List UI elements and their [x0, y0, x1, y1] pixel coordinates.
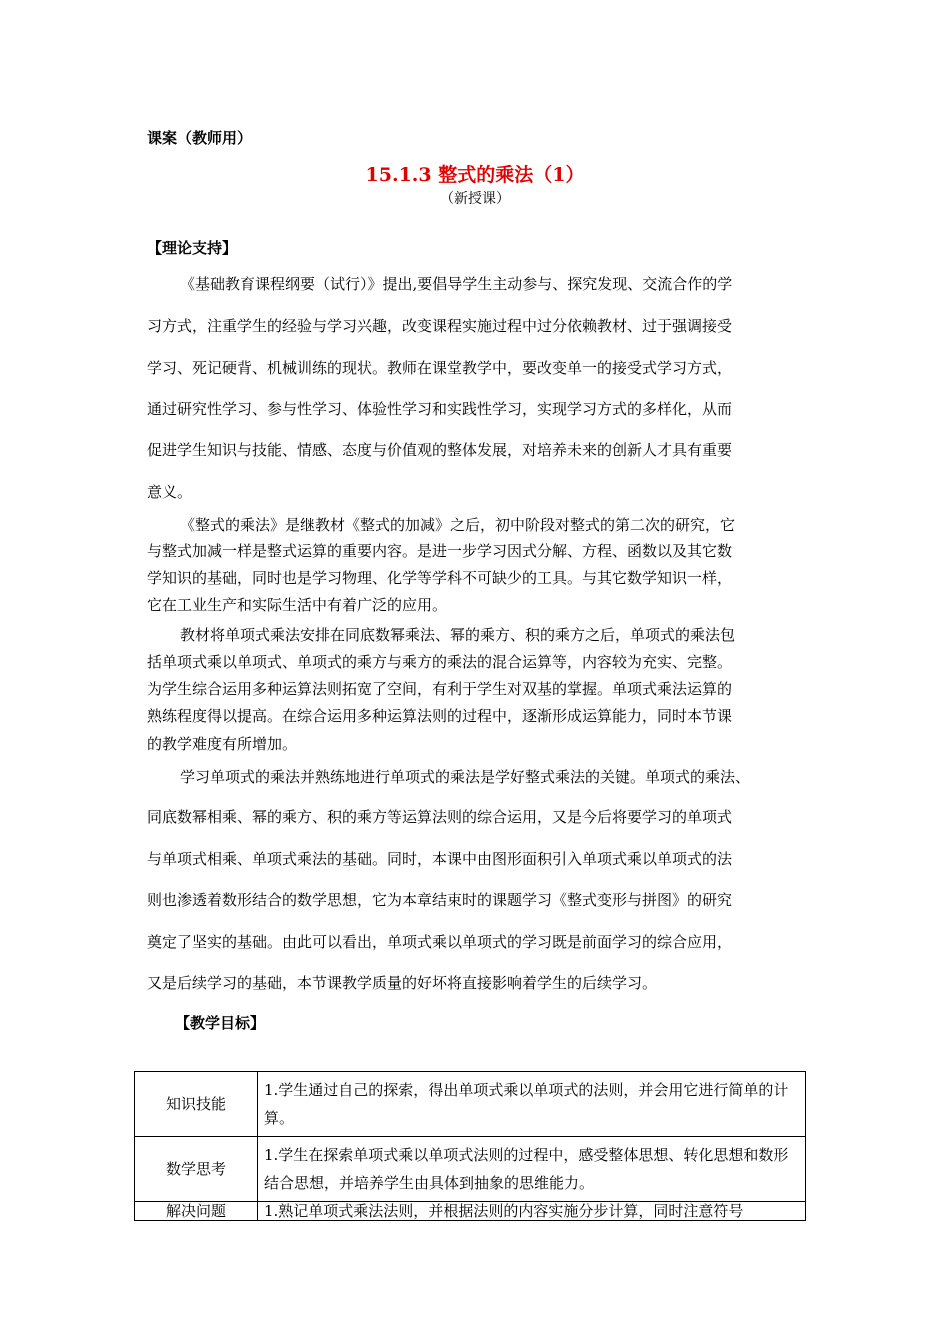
objectives-heading: 【教学目标】: [175, 1014, 266, 1032]
paragraph-4-line: 奠定了坚实的基础。由此可以看出，单项式乘以单项式的学习既是前面学习的综合应用，: [147, 933, 733, 951]
paragraph-4-line: 又是后续学习的基础，本节课教学质量的好坏将直接影响着学生的后续学习。: [147, 974, 658, 992]
table-row: [135, 1137, 806, 1202]
objective-category: 数学思考: [135, 1137, 258, 1202]
objectives-table: [134, 1071, 806, 1221]
lesson-title: 15.1.3 整式的乘法（1）: [365, 164, 585, 186]
objective-content: 1.学生在探索单项式乘以单项式法则的过程中，感受整体思想、转化思想和数形结合思想，并培养学生由具体到抽象的思维能力。: [258, 1137, 806, 1202]
paragraph-3-line: 的教学难度有所增加。: [147, 735, 298, 753]
objective-category: 知识技能: [135, 1072, 258, 1137]
paragraph-1-line: 促进学生知识与技能、情感、态度与价值观的整体发展，对培养未来的创新人才具有重要: [147, 441, 733, 459]
paragraph-4-line: 与单项式相乘、单项式乘法的基础。同时，本课中由图形面积引入单项式乘以单项式的法: [147, 850, 733, 868]
table-row: [135, 1072, 806, 1137]
lesson-subtitle: （新授课）: [440, 191, 510, 207]
paragraph-2-line: 与整式加减一样是整式运算的重要内容。是进一步学习因式分解、方程、函数以及其它数: [147, 542, 733, 560]
theory-heading: 【理论支持】: [147, 239, 238, 257]
objective-content: 1.学生通过自己的探索，得出单项式乘以单项式的法则，并会用它进行简单的计算。: [258, 1072, 806, 1137]
paragraph-3-line: 熟练程度得以提高。在综合运用多种运算法则的过程中，逐渐形成运算能力，同时本节课: [147, 707, 733, 725]
paragraph-1-line: 《基础教育课程纲要（试行）》提出,要倡导学生主动参与、探究发现、交流合作的学: [180, 275, 733, 293]
paragraph-1-line: 通过研究性学习、参与性学习、体验性学习和实践性学习，实现学习方式的多样化，从而: [147, 400, 733, 418]
paragraph-3-line: 为学生综合运用多种运算法则拓宽了空间，有利于学生对双基的掌握。单项式乘法运算的: [147, 680, 733, 698]
paragraph-1-line: 学习、死记硬背、机械训练的现状。教师在课堂教学中，要改变单一的接受式学习方式，: [147, 359, 733, 377]
paragraph-3-line: 教材将单项式乘法安排在同底数幂乘法、幂的乘方、积的乘方之后，单项式的乘法包: [180, 626, 736, 644]
paragraph-2-line: 《整式的乘法》是继教材《整式的加减》之后，初中阶段对整式的第二次的研究，它: [180, 516, 736, 534]
objective-content: 1.熟记单项式乘法法则，并根据法则的内容实施分步计算，同时注意符号: [258, 1202, 806, 1221]
paragraph-1-line: 习方式，注重学生的经验与学习兴趣，改变课程实施过程中过分依赖教材、过于强调接受: [147, 317, 733, 335]
paragraph-4-line: 同底数幂相乘、幂的乘方、积的乘方等运算法则的综合运用，又是今后将要学习的单项式: [147, 808, 733, 826]
paragraph-1-line: 意义。: [147, 483, 193, 501]
table-row: [135, 1202, 806, 1221]
objective-category: 解决问题: [135, 1202, 258, 1221]
paragraph-2-line: 学知识的基础，同时也是学习物理、化学等学科不可缺少的工具。与其它数学知识一样，: [147, 569, 733, 587]
paragraph-4-line: 则也渗透着数形结合的数学思想，它为本章结束时的课题学习《整式变形与拼图》的研究: [147, 891, 733, 909]
paragraph-4-line: 学习单项式的乘法并熟练地进行单项式的乘法是学好整式乘法的关键。单项式的乘法、: [180, 768, 751, 786]
paragraph-3-line: 括单项式乘以单项式、单项式的乘方与乘方的乘法的混合运算等，内容较为充实、完整。: [147, 653, 733, 671]
paragraph-2-line: 它在工业生产和实际生活中有着广泛的应用。: [147, 596, 448, 614]
document-label: 课案（教师用）: [147, 129, 253, 147]
